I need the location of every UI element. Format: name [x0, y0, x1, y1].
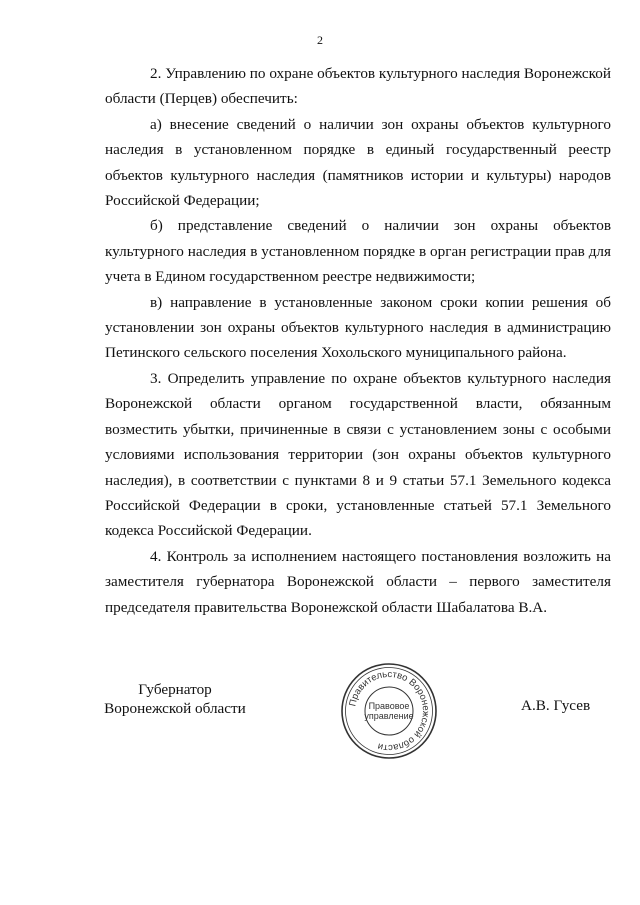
paragraph-2c: в) направление в установленные законом сроки копии решения об установлении зон охраны объектов культурного наследия в администрацию Петинского сельского поселения Хохольского муниципального района.	[105, 293, 611, 362]
signatory-title	[100, 680, 250, 718]
signatory-name: А.В. Гусев	[521, 697, 591, 714]
paragraph-3: 3. Определить управление по охране объектов культурного наследия Воронежской области органом государственной власти, обязанным возместить убытки, причиненные в связи с установлением зоны с особыми условиями использования территории (зон охраны объектов культурного наследия), в соответствии с пунктами 8 и 9 статьи 57.1 Земельного кодекса Российской Федерации в сроки, установленные статьей 57.1 Земельного кодекса Российской Федерации.	[105, 369, 611, 540]
official-stamp	[339, 661, 439, 761]
paragraph-2a: а) внесение сведений о наличии зон охраны объектов культурного наследия в установленном порядке в единый государственный реестр объектов культурного наследия (памятников истории и культуры) народов Российской Федерации;	[105, 115, 611, 210]
paragraph-4: 4. Контроль за исполнением настоящего постановления возложить на заместителя губернатора Воронежской области – первого заместителя председателя правительства Воронежской области Шабалатова В.А.	[105, 547, 611, 616]
paragraph-2b: б) представление сведений о наличии зон охраны объектов культурного наследия в установленном порядке в орган регистрации прав для учета в Едином государственном реестре недвижимости;	[105, 217, 611, 286]
stamp-center-line1: Правовое	[368, 701, 410, 711]
signatory-title-line2: Воронежской области	[104, 700, 246, 717]
stamp-center-line2: управление	[364, 711, 414, 721]
document-body	[105, 61, 611, 620]
page-number: 2	[317, 33, 323, 47]
paragraph-2: 2. Управлению по охране объектов культурного наследия Воронежской области (Перцев) обеспечить:	[105, 65, 611, 108]
signatory-title-line1: Губернатор	[138, 681, 212, 698]
stamp-ring-text: Правительство Воронежской области	[347, 668, 432, 754]
